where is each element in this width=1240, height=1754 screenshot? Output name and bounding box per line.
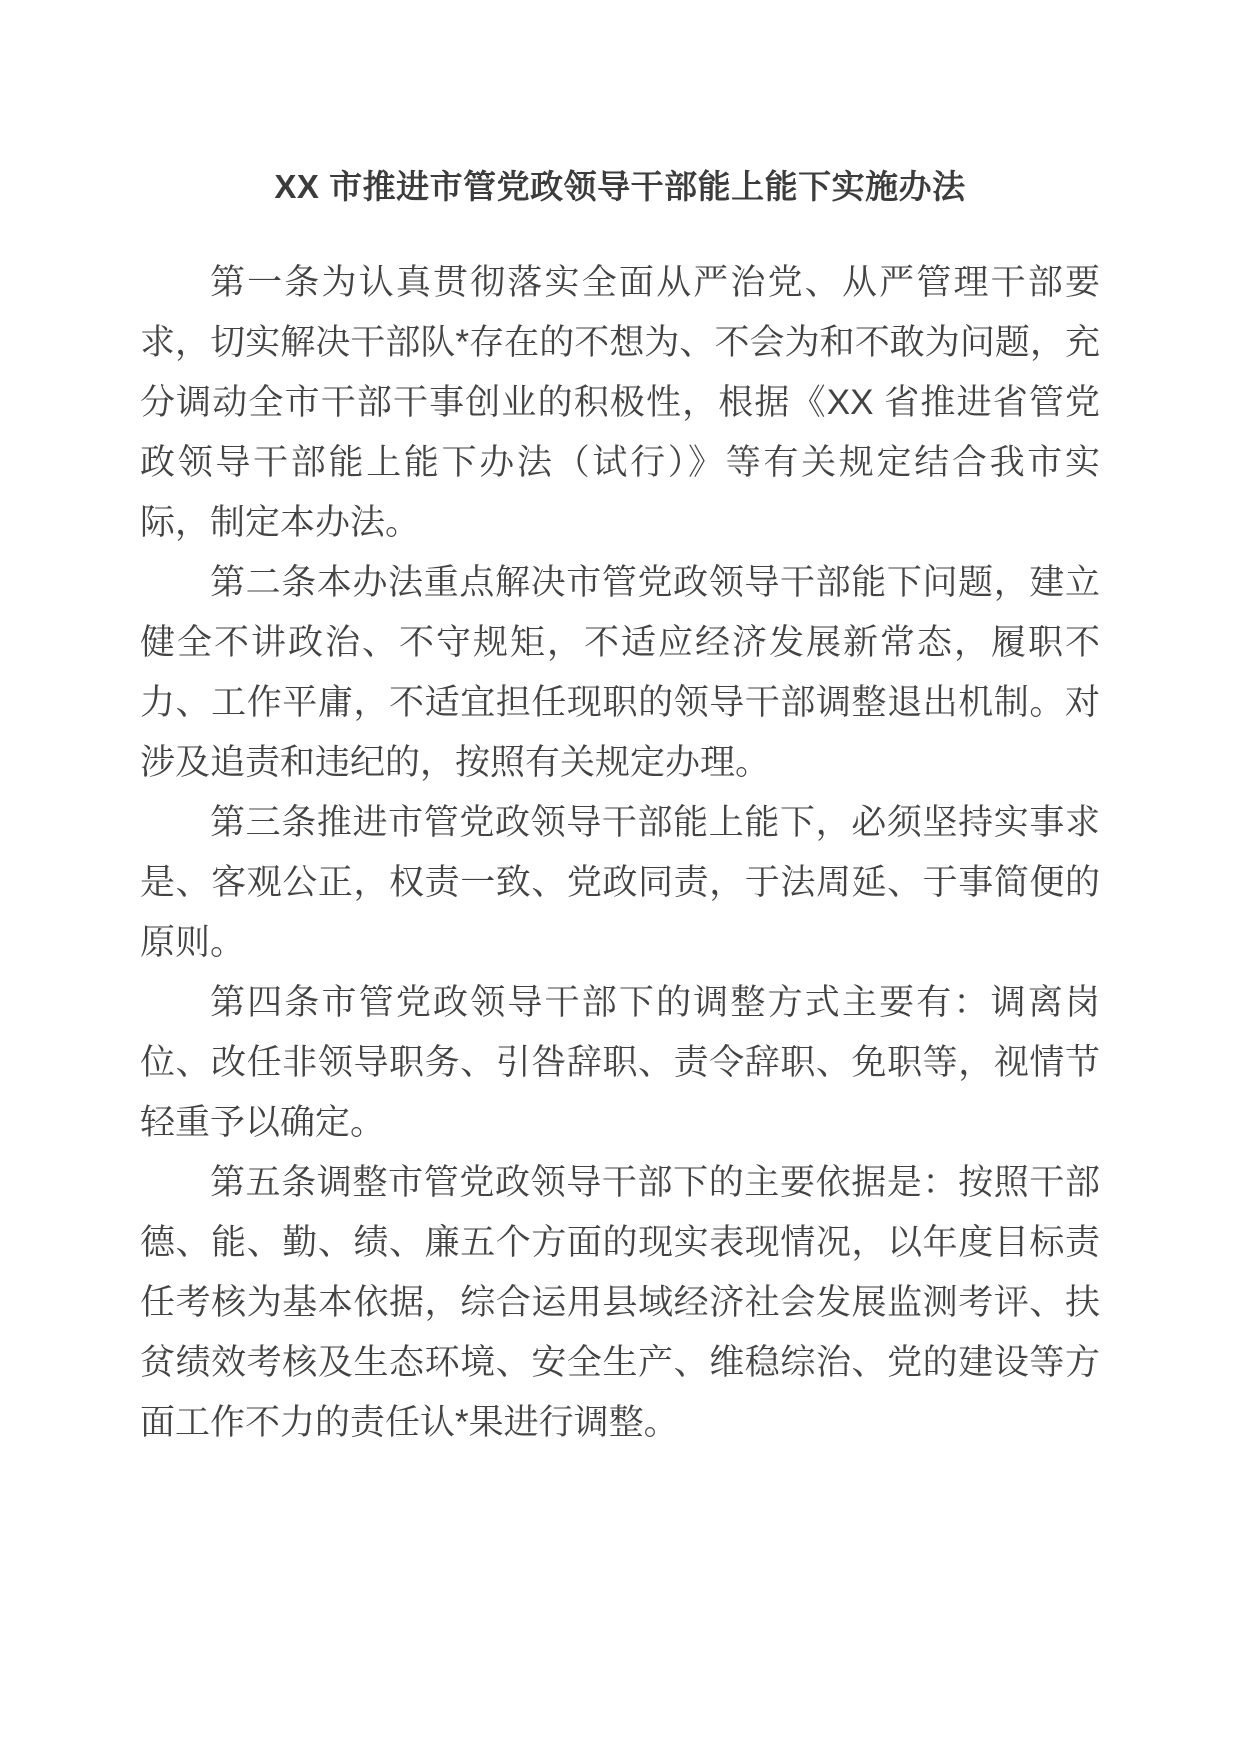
page-title: XX 市推进市管党政领导干部能上能下实施办法 [274, 168, 966, 205]
paragraph-article-3: 第三条推进市管党政领导干部能上能下，必须坚持实事求是、客观公正，权责一致、党政同责，于法周延、于事简便的原则。 [140, 803, 1100, 962]
paragraph-article-5: 第五条调整市管党政领导干部下的主要依据是：按照干部德、能、勤、绩、廉五个方面的现实表现情况，以年度目标责任考核为基本依据，综合运用县域经济社会发展监测考评、扶贫绩效考核及生态环境、安全生产、维稳综治、党的建设等方面工作不力的责任认*果进行调整。 [140, 1163, 1100, 1442]
document-body [140, 253, 1100, 1453]
paragraph-article-2: 第二条本办法重点解决市管党政领导干部能下问题，建立健全不讲政治、不守规矩，不适应经济发展新常态，履职不力、工作平庸，不适宜担任现职的领导干部调整退出机制。对涉及追责和违纪的，按照有关规定办理。 [140, 563, 1100, 782]
paragraph-article-1: 第一条为认真贯彻落实全面从严治党、从严管理干部要求，切实解决干部队*存在的不想为、不会为和不敢为问题，充分调动全市干部干事创业的积极性，根据《XX 省推进省管党政领导干部能上能下办法（试行）》等有关规定结合我市实际，制定本办法。 [140, 263, 1100, 542]
paragraph-article-4: 第四条市管党政领导干部下的调整方式主要有：调离岗位、改任非领导职务、引咎辞职、责令辞职、免职等，视情节轻重予以确定。 [140, 983, 1100, 1142]
